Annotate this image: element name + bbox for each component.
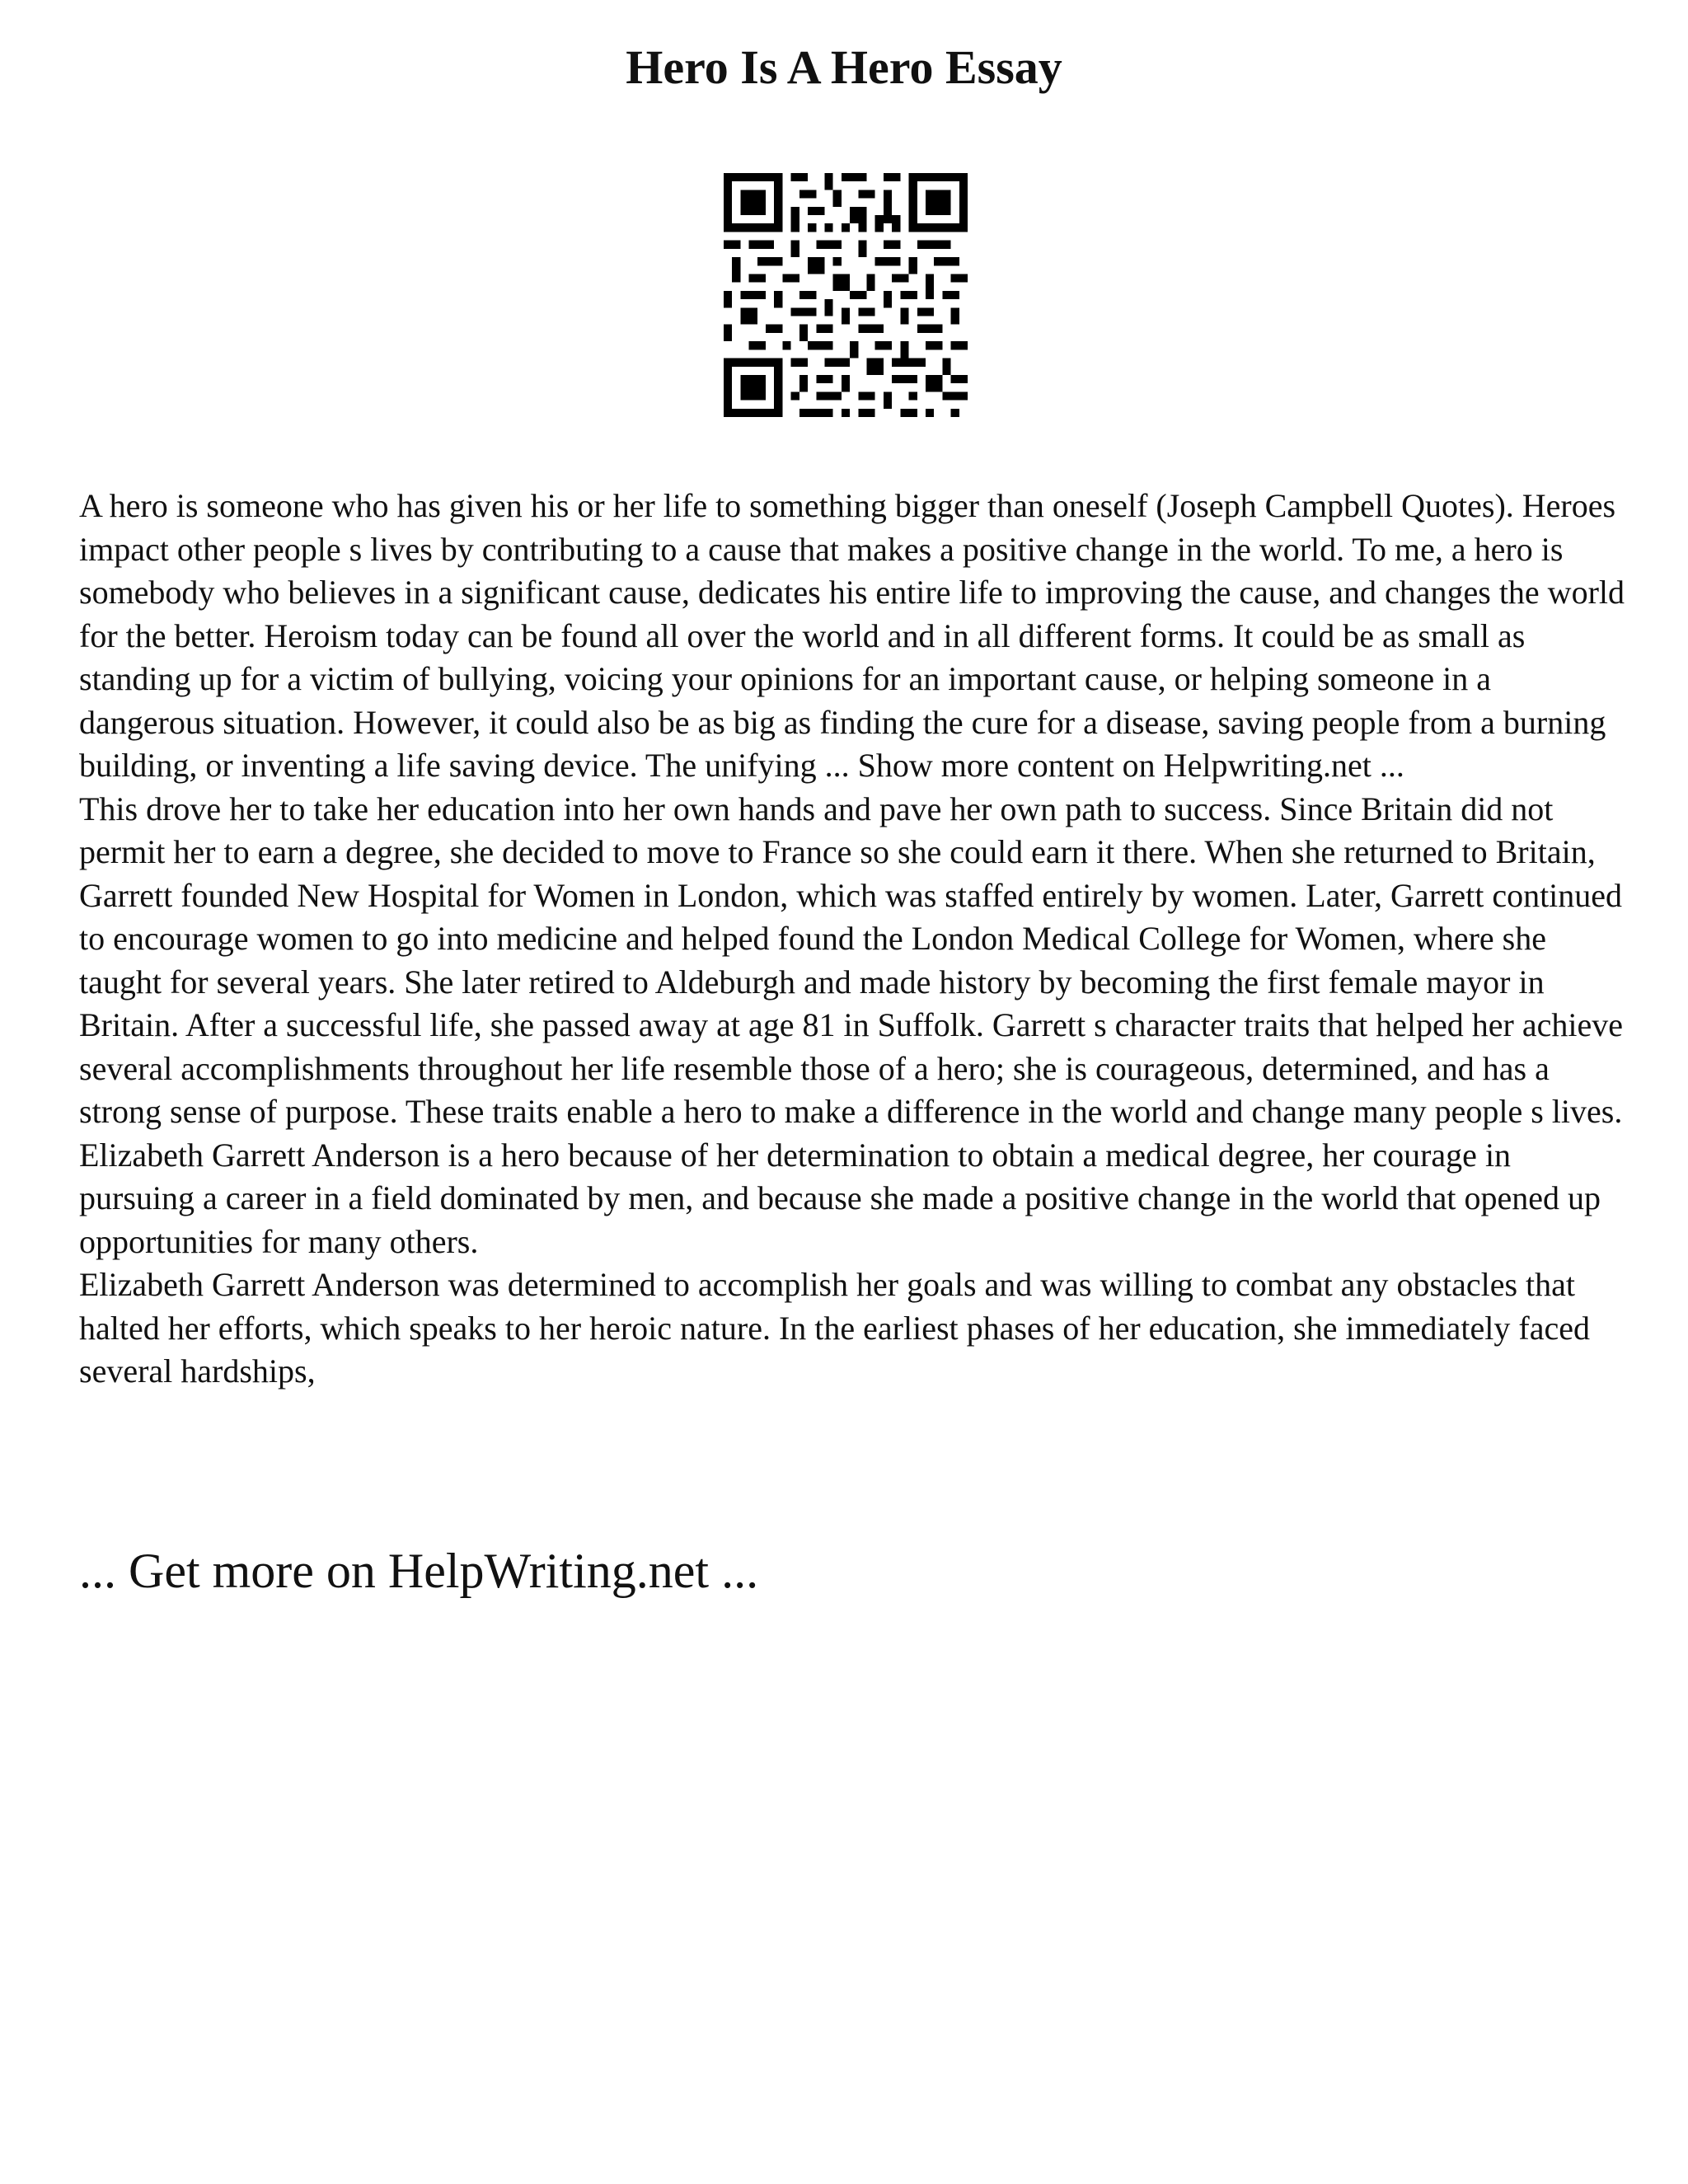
essay-paragraph: This drove her to take her education into her own hands and pave her own path to success. Since Britain did not permit her to earn a degree, she decided to move to France so she could earn it there. When she returned to Britain, Garrett founded New Hospital for Women in London, which was staffed entirely by women. Later, Garrett continued to encourage women to go into medicine and helped found the London Medical College for Women, where she taught for several years. She later retired to Aldeburgh and made history by becoming the first female mayor in Britain. After a successful life, she passed away at age 81 in Suffolk. Garrett s character traits that helped her achieve several accomplishments throughout her life resemble those of a hero; she is courageous, determined, and has a strong sense of purpose. These traits enable a hero to make a difference in the world and change many people s lives. Elizabeth Garrett Anderson is a hero because of her determination to obtain a medical degree, her courage in pursuing a career in a field dominated by men, and because she made a positive change in the world that opened up opportunities for many others.: [79, 790, 1623, 1260]
essay-paragraph: A hero is someone who has given his or her life to something bigger than oneself (Joseph Campbell Quotes). Heroes impact other people s lives by contributing to a cause that makes a positive change in the world. To me, a hero is somebody who believes in a significant cause, dedicates his entire life to improving the cause, and changes the world for the better. Heroism today can be found all over the world and in all different forms. It could be as small as standing up for a victim of bullying, voicing your opinions for an important cause, or helping someone in a dangerous situation. However, it could also be as big as finding the cure for a disease, saving people from a burning building, or inventing a life saving device. The unifying ... Show more content on Helpwriting.net ...: [79, 487, 1625, 784]
essay-paragraph: Elizabeth Garrett Anderson was determined to accomplish her goals and was willing to combat any obstacles that halted her efforts, which speaks to her heroic nature. In the earliest phases of her education, she immediately faced several hardships,: [79, 1266, 1590, 1390]
essay-body: [79, 485, 1629, 1394]
page-title: Hero Is A Hero Essay: [626, 40, 1062, 94]
qr-code-icon[interactable]: [724, 173, 968, 417]
get-more-link[interactable]: ... Get more on HelpWriting.net ...: [79, 1544, 759, 1598]
